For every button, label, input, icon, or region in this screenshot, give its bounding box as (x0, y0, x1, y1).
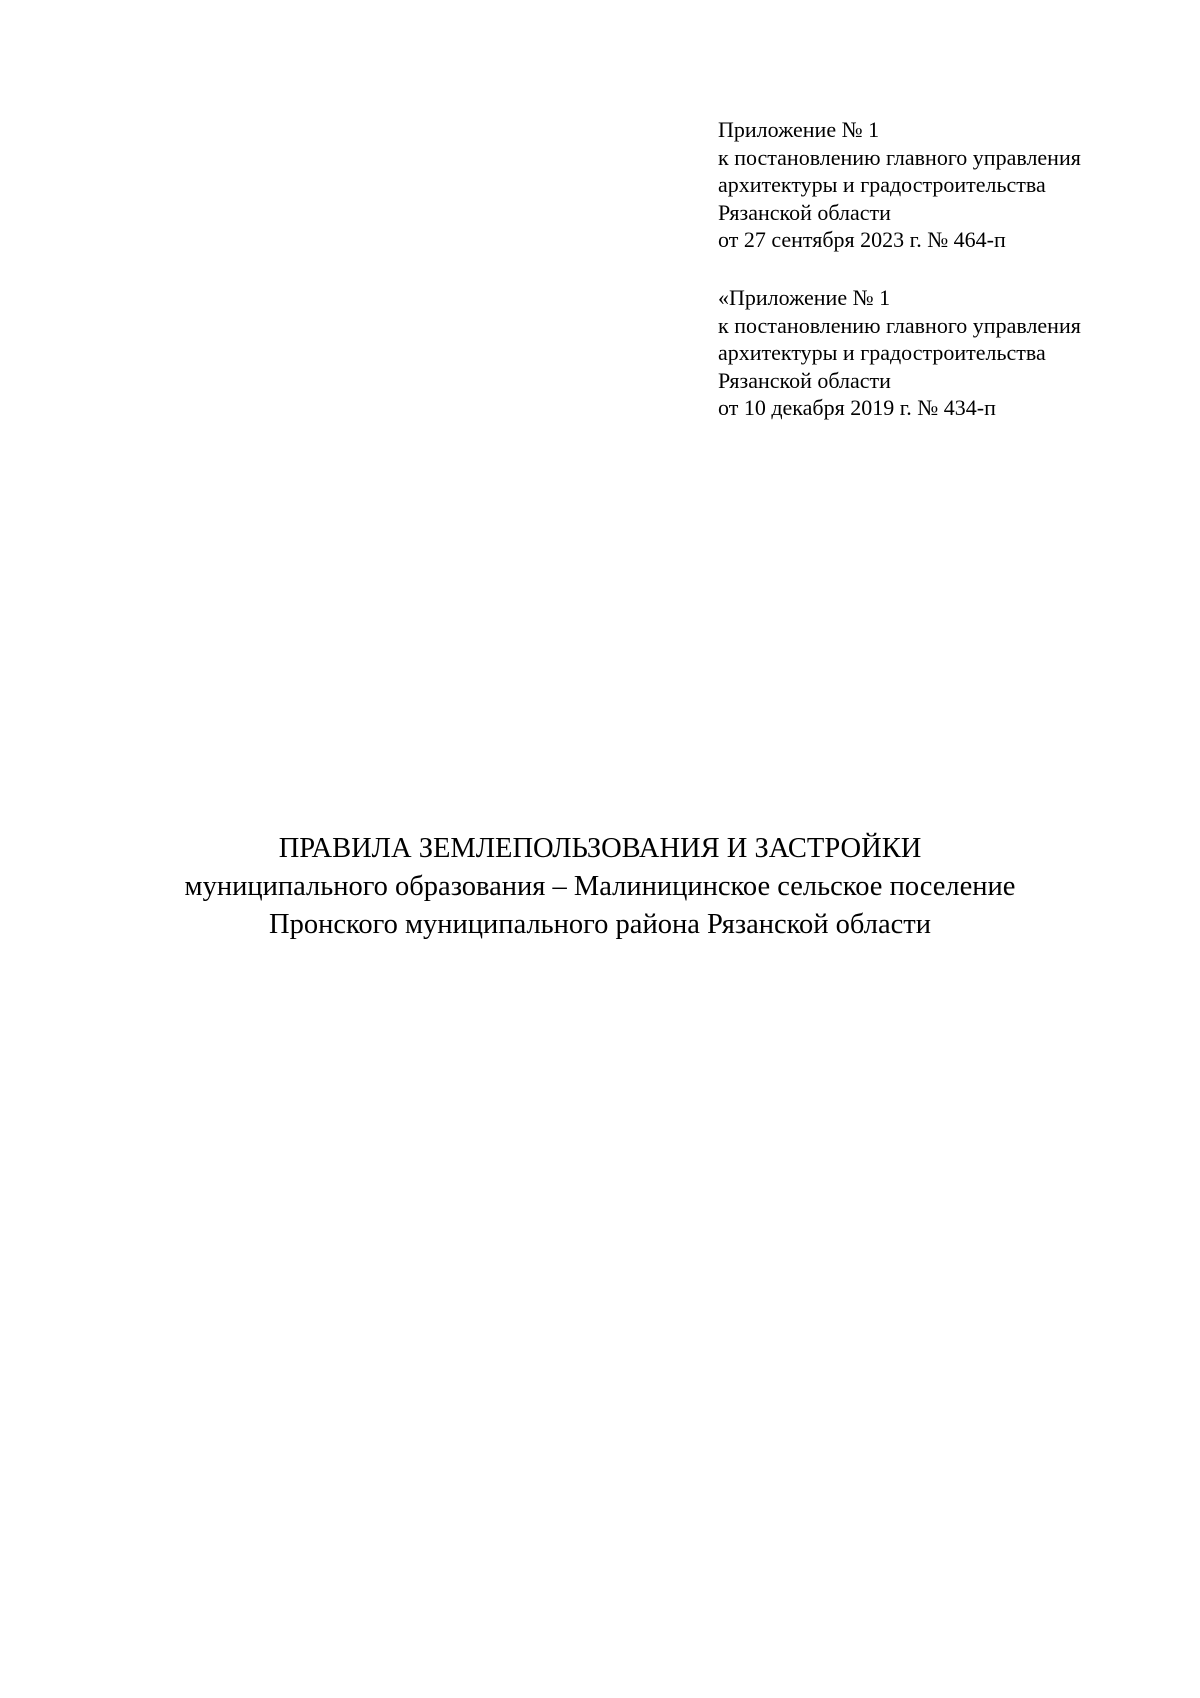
approval-date-number: от 10 декабря 2019 г. № 434-п (718, 395, 996, 420)
title-subtitle: муниципального образования – Малиницинское сельское поселение (184, 871, 1016, 902)
approval-line: к постановлению главного управления (718, 312, 1081, 338)
approval-line: к постановлению главного управления (718, 144, 1081, 170)
title-main: ПРАВИЛА ЗЕМЛЕПОЛЬЗОВАНИЯ И ЗАСТРОЙКИ (278, 833, 922, 864)
approval-line: Рязанской области (718, 367, 891, 393)
approval-line: Приложение № 1 (718, 117, 880, 142)
approval-line: архитектуры и градостроительства (718, 340, 1046, 365)
document-title (0, 830, 1200, 944)
approval-date-number: от 27 сентября 2023 г. № 464-п (718, 227, 1006, 252)
title-subtitle: Пронского муниципального района Рязанской области (269, 909, 931, 940)
approval-line: «Приложение № 1 (718, 285, 891, 310)
approval-reference-previous (718, 284, 1158, 422)
approval-line: архитектуры и градостроительства (718, 172, 1046, 197)
approval-line: Рязанской области (718, 199, 891, 225)
approval-reference-current (718, 116, 1158, 254)
